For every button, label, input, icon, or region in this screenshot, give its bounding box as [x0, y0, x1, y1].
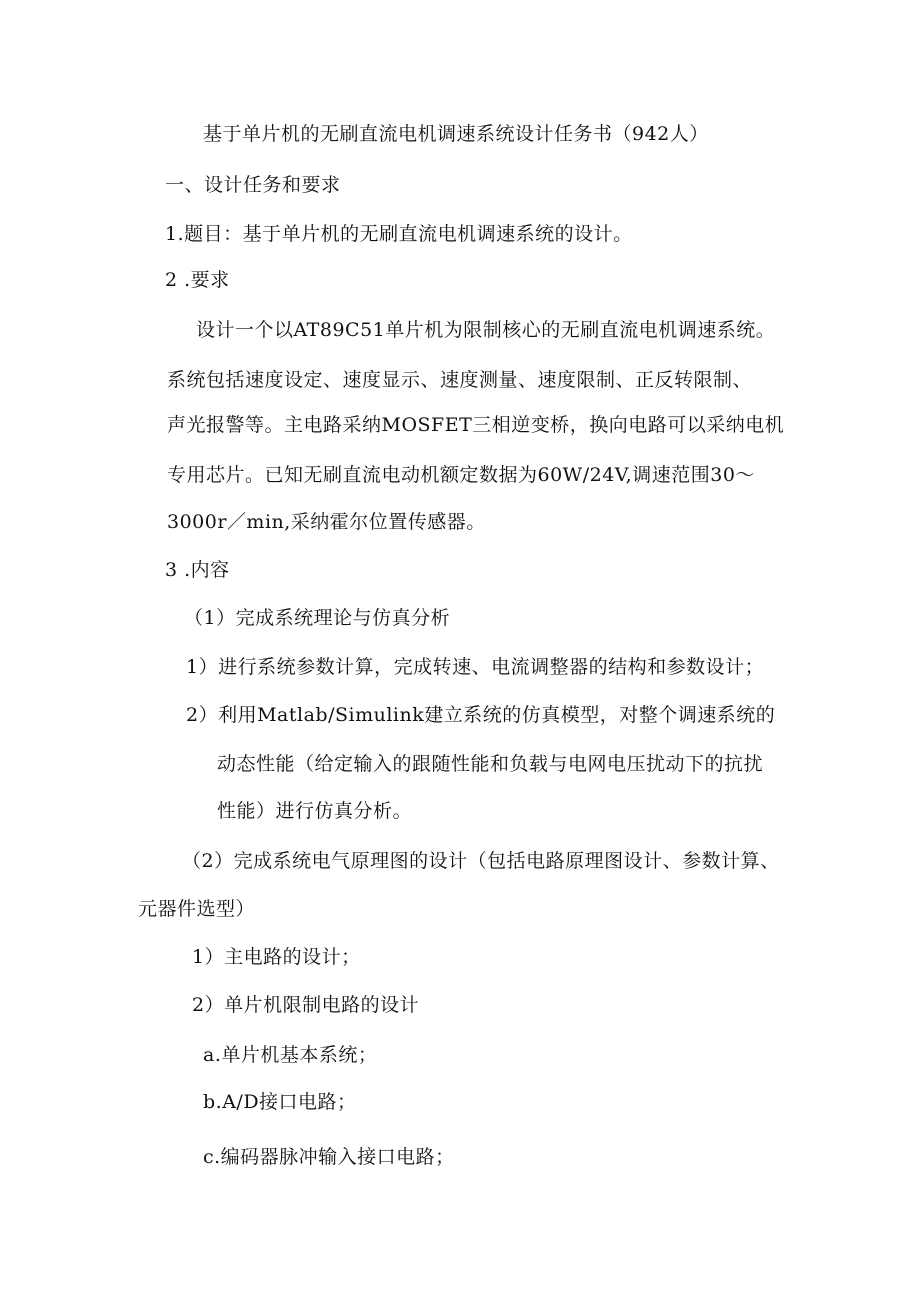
content-2-step-1: 1）主电路的设计；	[192, 946, 361, 968]
content-2-sub-item: b.A/D接口电路；	[203, 1091, 357, 1113]
content-1-step-2-line: 动态性能（给定输入的跟随性能和负载与电网电压扰动下的抗扰	[217, 753, 764, 775]
item-requirements-heading: 2 .要求	[165, 269, 230, 291]
requirements-line: 设计一个以AT89C51单片机为限制核心的无刷直流电机调速系统。	[196, 319, 776, 341]
content-1-step-2-line: 2）利用Matlab/Simulink建立系统的仿真模型，对整个调速系统的	[186, 704, 776, 726]
content-2-sub-item: a.单片机基本系统；	[203, 1044, 378, 1066]
requirements-line: 3000r／min,采纳霍尔位置传感器。	[167, 511, 486, 533]
item-content-heading: 3 .内容	[165, 559, 230, 581]
content-1-heading: （1）完成系统理论与仿真分析	[184, 607, 451, 629]
content-2-heading-line: 元器件选型）	[138, 898, 256, 920]
section-heading-1: 一、设计任务和要求	[165, 174, 341, 196]
requirements-line: 专用芯片。已知无刷直流电动机额定数据为60W/24V,调速范围30～	[167, 464, 755, 486]
requirements-line: 声光报警等。主电路采纳MOSFET三相逆变桥，换向电路可以采纳电机	[167, 414, 785, 436]
content-1-step-1: 1）进行系统参数计算，完成转速、电流调整器的结构和参数设计；	[186, 656, 765, 678]
content-2-heading-line: （2）完成系统电气原理图的设计（包括电路原理图设计、参数计算、	[182, 850, 780, 872]
content-2-sub-item: c.编码器脉冲输入接口电路；	[203, 1146, 455, 1168]
document-title: 基于单片机的无刷直流电机调速系统设计任务书（942人）	[203, 123, 709, 145]
content-2-step-2: 2）单片机限制电路的设计	[192, 994, 420, 1016]
requirements-line: 系统包括速度设定、速度显示、速度测量、速度限制、正反转限制、	[167, 369, 753, 391]
content-1-step-2-line: 性能）进行仿真分析。	[217, 800, 413, 822]
item-topic: 1.题目：基于单片机的无刷直流电机调速系统的设计。	[165, 223, 633, 245]
